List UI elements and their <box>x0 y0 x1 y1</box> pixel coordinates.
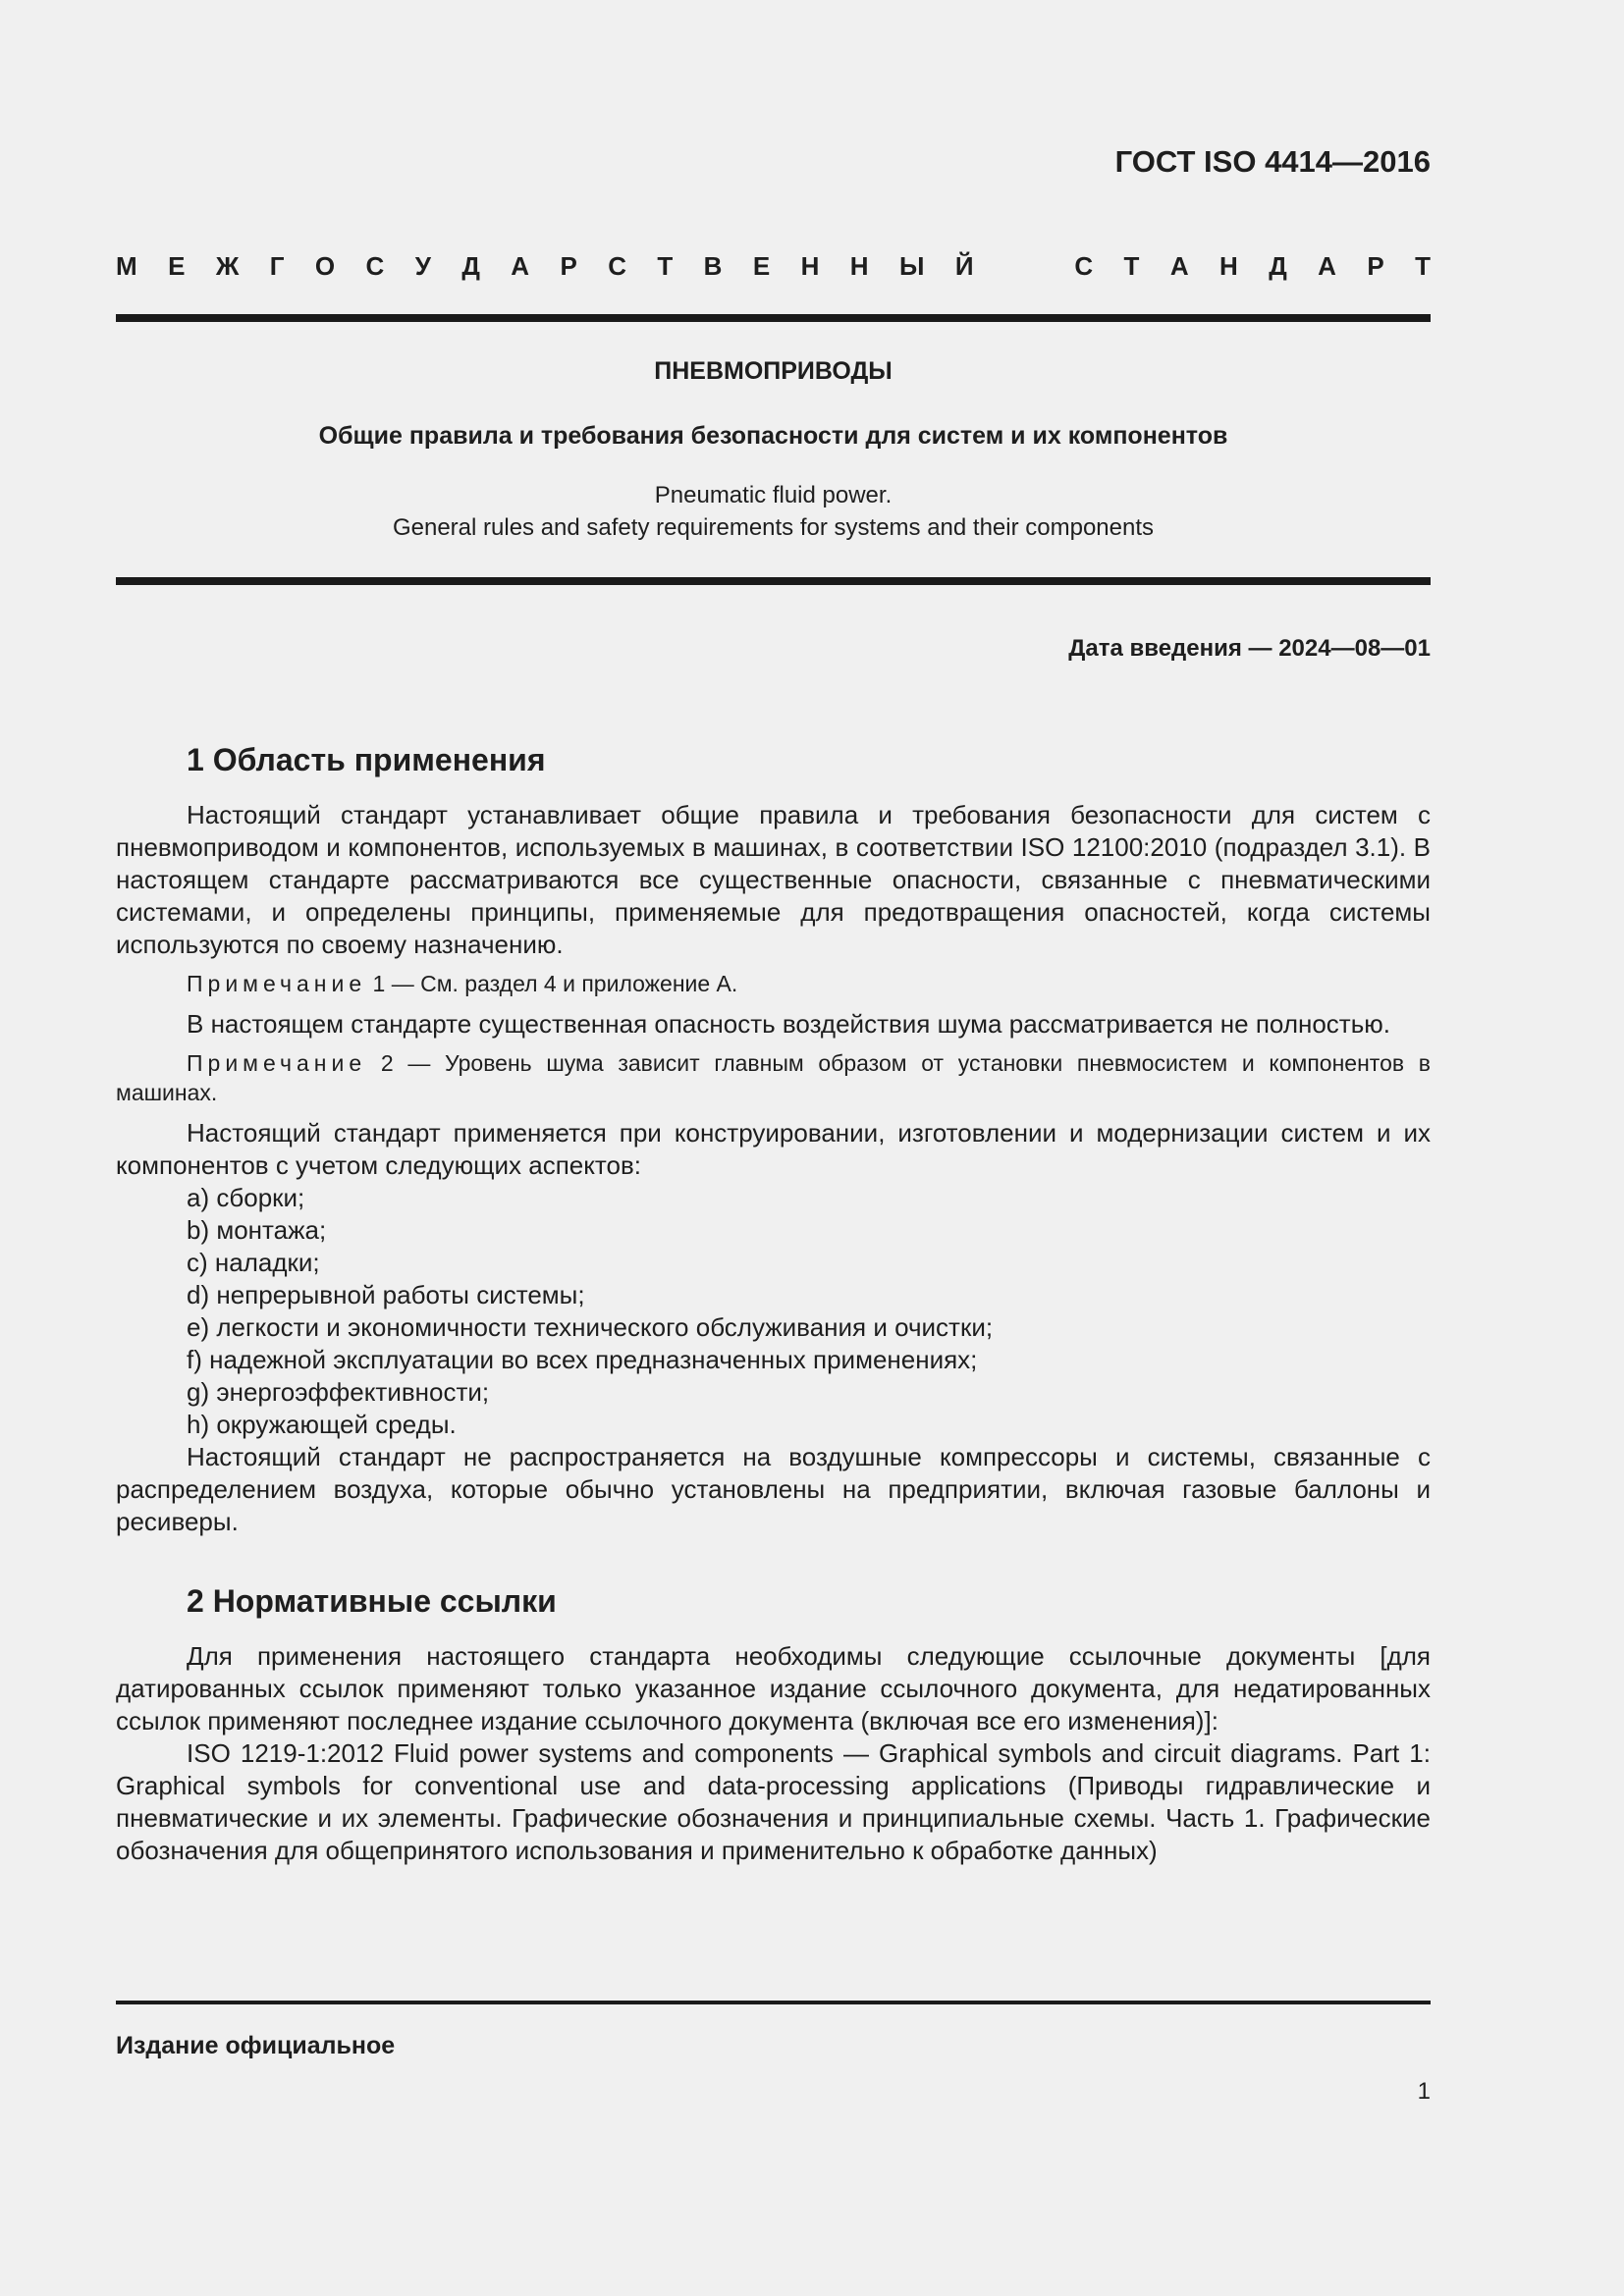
scope-paragraph-2: В настоящем стандарте существенная опасность воздействия шума рассматривается не полностью. <box>187 1009 1390 1039</box>
interstate-letter: Г <box>269 251 285 281</box>
list-item: b) монтажа; <box>187 1215 327 1245</box>
list-item: g) энергоэффективности; <box>187 1377 490 1407</box>
english-title-line-2: General rules and safety requirements for systems and their components <box>392 514 1155 541</box>
scope-paragraph-1: Настоящий стандарт устанавливает общие правила и требования безопасности для систем с пневмоприводом и компонентов, используемых в машинах, в соответствии ISO 12100:2010 (подраздел 3.1). В настоящем стандарте рассматриваются все существенные опасности, связанные с пневматическими системами, и определены принципы, применяемые для предотвращения опасностей, когда системы используются по своему назначению. <box>116 800 1431 959</box>
interstate-letter: Н <box>849 251 869 281</box>
page-number: 1 <box>1417 2078 1431 2105</box>
section-normative-references <box>116 1579 1431 1867</box>
interstate-letter: С <box>608 251 626 281</box>
footer-rule <box>116 2001 1431 2004</box>
scope-paragraph-4: Настоящий стандарт не распространяется на воздушные компрессоры и системы, связанные с распределением воздуха, которые обычно установлены на предприятии, включая газовые баллоны и ресиверы. <box>116 1442 1431 1536</box>
interstate-letter: О <box>314 251 336 281</box>
interstate-letter: У <box>414 251 431 281</box>
top-rule <box>116 314 1431 322</box>
word-gap <box>1004 251 1044 282</box>
references-paragraph-2: ISO 1219-1:2012 Fluid power systems and components — Graphical symbols and circuit diagrams. Part 1: Graphical symbols for conventional use and data-processing applications (Приводы гидравлические и пневматические и их элементы. Графические обозначения и принципиальные схемы. Часть 1. Графические обозначения для общепринятого использования и применительно к обработке данных) <box>116 1738 1431 1865</box>
list-item: c) наладки; <box>187 1248 320 1277</box>
note-2-label: Примечание <box>187 1050 367 1076</box>
interstate-letter: Р <box>1367 251 1384 281</box>
interstate-letter: Ы <box>898 251 925 281</box>
interstate-letter: А <box>511 251 530 281</box>
scope-paragraph-3: Настоящий стандарт применяется при конструировании, изготовлении и модернизации систем и их компонентов с учетом следующих аспектов: <box>116 1118 1431 1180</box>
interstate-letter: Д <box>461 251 480 281</box>
interstate-letter: Н <box>800 251 820 281</box>
section-heading-references: 2 Нормативные ссылки <box>187 1583 557 1619</box>
list-item: e) легкости и экономичности технического обслуживания и очистки; <box>187 1312 994 1342</box>
introduction-date: Дата введения — 2024—08—01 <box>1068 635 1431 662</box>
note-1 <box>116 969 1431 998</box>
document-title: ПНЕВМОПРИВОДЫ <box>654 357 893 385</box>
interstate-letter: Ж <box>215 251 240 281</box>
list-item: a) сборки; <box>187 1183 305 1212</box>
note-1-text: 1 — См. раздел 4 и приложение А. <box>366 971 738 996</box>
interstate-letter: С <box>1074 251 1094 281</box>
interstate-letter: Д <box>1269 251 1287 281</box>
interstate-letter: А <box>1169 251 1189 281</box>
interstate-standard-label <box>116 251 1431 282</box>
note-1-label: Примечание <box>187 971 367 996</box>
list-item: d) непрерывной работы системы; <box>187 1280 585 1309</box>
english-title <box>116 479 1431 544</box>
interstate-letter: С <box>365 251 385 281</box>
interstate-letter: Е <box>752 251 771 281</box>
official-edition-label: Издание официальное <box>116 2032 396 2059</box>
english-title-line-1: Pneumatic fluid power. <box>654 482 893 508</box>
document-number: ГОСТ ISO 4414—2016 <box>1114 144 1431 179</box>
interstate-letter: Т <box>1123 251 1140 281</box>
interstate-letter: Й <box>954 251 974 281</box>
note-2-text: 2 — Уровень шума зависит главным образом от установки пневмосистем и компонентов в машинах. <box>116 1050 1431 1105</box>
list-item: f) надежной эксплуатации во всех предназначенных применениях; <box>187 1345 978 1374</box>
interstate-letter: А <box>1318 251 1336 281</box>
document-subtitle: Общие правила и требования безопасности для систем и их компонентов <box>318 422 1228 450</box>
interstate-letter: В <box>703 251 723 281</box>
title-bottom-rule <box>116 577 1431 585</box>
document-body <box>116 738 1431 1867</box>
interstate-letter: Т <box>657 251 674 281</box>
interstate-letter: Е <box>168 251 186 281</box>
interstate-letter: М <box>116 251 137 281</box>
references-paragraph-1: Для применения настоящего стандарта необходимы следующие ссылочные документы [для датированных ссылок применяют только указанное издание ссылочного документа, для недатированных ссылок применяют последнее издание ссылочного документа (включая все его изменения)]: <box>116 1641 1431 1735</box>
interstate-letter: Т <box>1415 251 1431 281</box>
interstate-letter: Н <box>1219 251 1238 281</box>
section-heading-scope: 1 Область применения <box>187 742 546 777</box>
section-scope <box>116 738 1431 1538</box>
aspects-list <box>116 1182 1431 1441</box>
note-2 <box>116 1048 1431 1107</box>
list-item: h) окружающей среды. <box>187 1410 457 1439</box>
interstate-letter: Р <box>560 251 577 281</box>
